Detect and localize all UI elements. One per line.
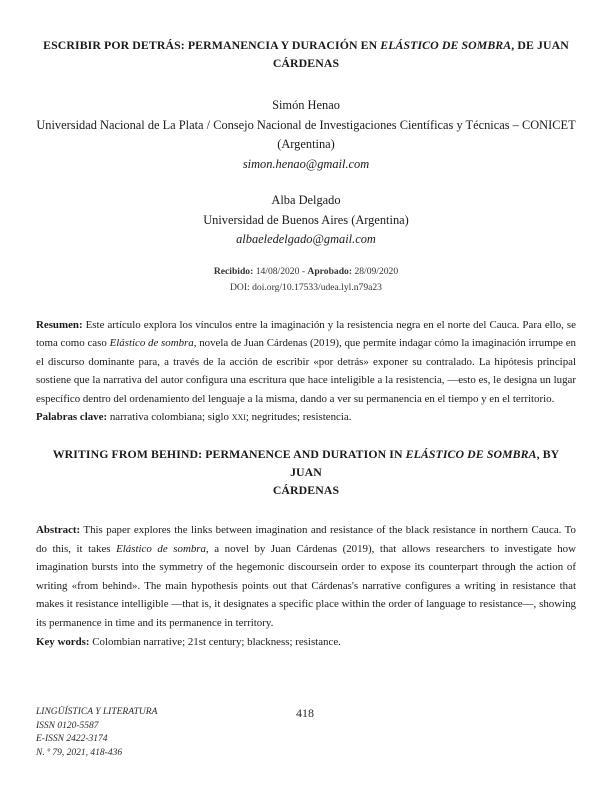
english-title-text: WRITING FROM BEHIND: PERMANENCE AND DURATION IN [52, 447, 406, 462]
palabras-century: xxi [231, 411, 246, 424]
author1-name: Simón Henao [272, 98, 340, 112]
spanish-title-author: , DE JUAN [511, 38, 569, 52]
abstract-work: Elástico de sombra [116, 542, 206, 555]
spanish-title-line2: CÁRDENAS [272, 56, 340, 70]
english-title-line2: CÁRDENAS [272, 483, 340, 498]
received-date: 14/08/2020 [255, 265, 300, 277]
footer-eissn: E-ISSN 2422-3174 [36, 734, 108, 745]
key-words [36, 633, 576, 652]
dates-block [36, 264, 576, 296]
resumen-label: Resumen: [36, 318, 83, 331]
author2-name: Alba Delgado [271, 193, 341, 207]
english-title-author: , BY JUAN [290, 447, 560, 480]
keywords-label: Key words: [36, 635, 90, 648]
page-number: 418 [296, 706, 314, 720]
received-label: Recibido: [213, 265, 254, 277]
keywords-text: Colombian narrative; 21st century; blackness; resistance. [92, 635, 341, 648]
footer-issue: N. º 79, 2021, 418-436 [36, 747, 123, 758]
resumen-text-2: , novela de Juan Cárdenas (2019), que permite indagar cómo la imaginación irrumpe en el discurso dominante para, a través de la acción de escribir «por detrás» exponer su contralado. La hipótesis principal sostiene que la narrativa del autor configura una escritura que hace inteligible a la resistencia, —esto es, le designa un lugar específico dentro del ordenamiento del lenguaje a la misma, dando a ver su permanencia en el tiempo y en el territorio. [36, 337, 576, 405]
footer-issn: ISSN 0120-5587 [36, 720, 99, 731]
abstract-label: Abstract: [36, 524, 81, 537]
journal-footer [36, 706, 157, 760]
author1-affiliation: Universidad Nacional de La Plata / Consejo Nacional de Investigaciones Científicas y Técnicas – CONICET [36, 117, 576, 132]
author2-affiliation: Universidad de Buenos Aires (Argentina) [203, 212, 409, 227]
page [36, 0, 576, 651]
author1-block [36, 96, 576, 174]
dates-separator: - [301, 265, 306, 277]
abstract-text-2: , a novel by Juan Cárdenas (2019), that allows researchers to investigate how imagination bursts into the symmetry of the hegemonic discoursein order to expose its counterpart through the action of writing «from behind». The main hypothesis points out that Cárdenas's narrative configures a writing in resistance that makes it resistance intelligible —that is, it designates a specific place within the order of language to resistance—, showing its permanence in time and its permanence in territory. [36, 542, 576, 630]
english-title [36, 445, 576, 499]
palabras-text-1: narrativa colombiana; siglo [109, 411, 232, 424]
resumen-text-1: Este artículo explora los vínculos entre la imaginación y la resistencia negra en el norte del Cauca. Para ello, se toma como caso [36, 318, 576, 350]
approved-label: Aprobado: [307, 265, 353, 277]
palabras-label: Palabras clave: [36, 411, 108, 424]
spanish-title-work: ELÁSTICO DE SOMBRA [380, 38, 512, 52]
author2-block [36, 191, 576, 250]
spanish-title [36, 36, 576, 72]
abstract-text-1: This paper explores the links between imagination and resistance of the black resistance in northern Cauca. To do this, it takes [36, 524, 576, 555]
resumen [36, 316, 576, 409]
approved-date: 28/09/2020 [354, 265, 399, 277]
abstract [36, 521, 576, 633]
author1-country: (Argentina) [277, 137, 335, 151]
spanish-title-text: ESCRIBIR POR DETRÁS: PERMANENCIA Y DURACIÓN EN [43, 38, 381, 52]
dates-line [36, 264, 576, 280]
author2-email[interactable]: albaeledelgado@gmail.com [236, 232, 376, 246]
doi[interactable]: DOI: doi.org/10.17533/udea.lyl.n79a23 [230, 281, 382, 293]
palabras-text-2: ; negritudes; resistencia. [245, 411, 352, 424]
footer-journal: LINGÜÍSTICA Y LITERATURA [36, 707, 158, 717]
author1-email[interactable]: simon.henao@gmail.com [242, 156, 370, 171]
palabras-clave [36, 408, 576, 427]
resumen-work: Elástico de sombra [109, 337, 194, 350]
english-title-work: ELÁSTICO DE SOMBRA [405, 447, 537, 462]
